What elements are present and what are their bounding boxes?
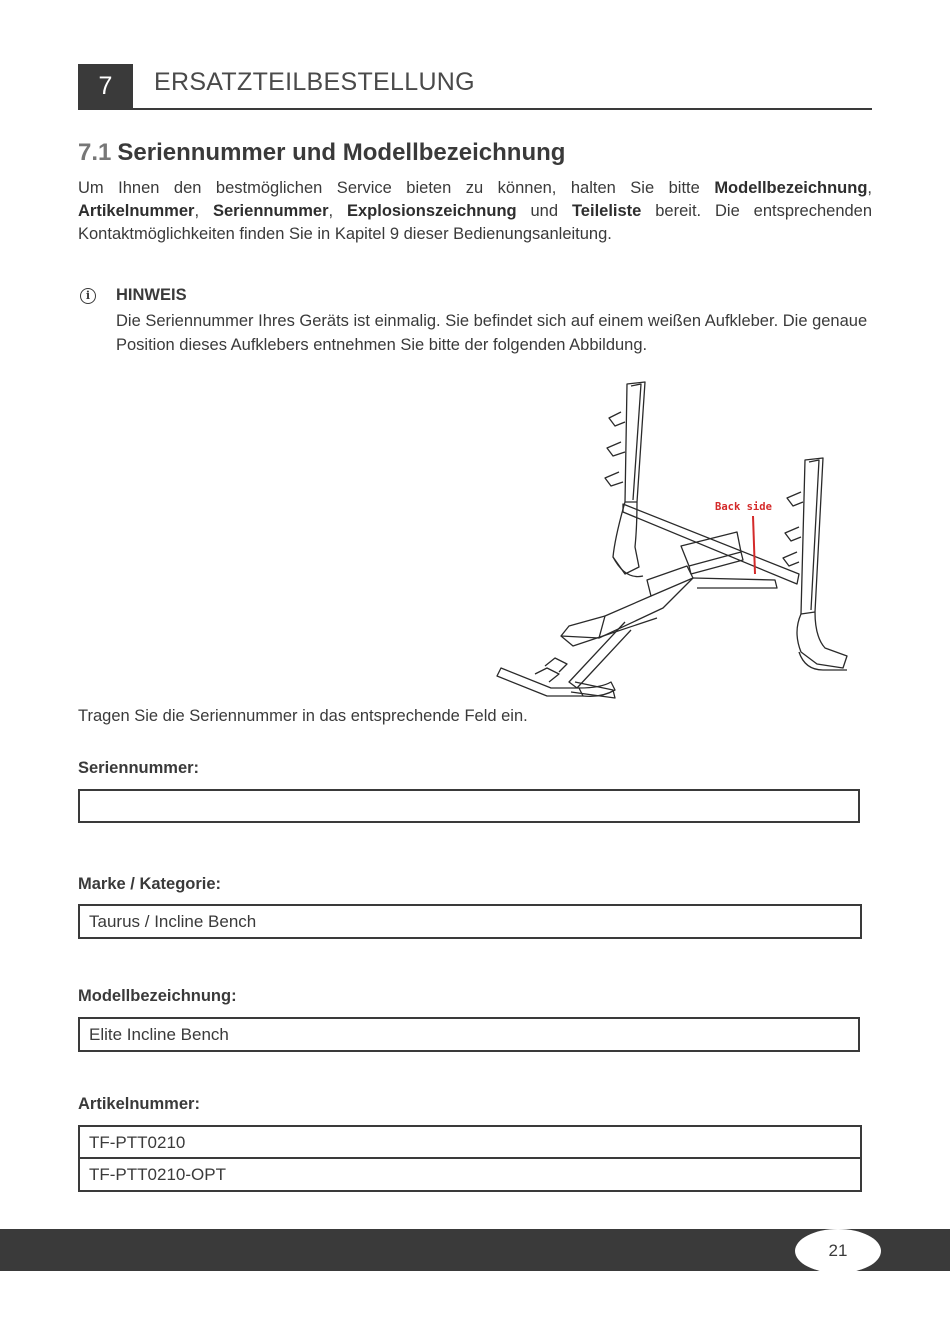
intro-text: , (194, 202, 213, 220)
intro-bold-partslist: Teileliste (571, 202, 642, 220)
section-number: 7.1 (78, 139, 112, 166)
instruction-text: Tragen Sie die Seriennummer in das entsprechende Feld ein. (78, 707, 528, 725)
brand-field: Taurus / Incline Bench (78, 904, 862, 939)
intro-bold-serial: Seriennummer (212, 202, 329, 220)
info-icon: i (80, 288, 96, 304)
serial-label: Seriennummer: (78, 759, 200, 777)
intro-text: Um Ihnen den bestmöglichen Service bieten zu können, halten Sie bitte (78, 179, 715, 197)
article-field-2: TF-PTT0210-OPT (78, 1157, 862, 1192)
section-title: Seriennummer und Modellbezeichnung (117, 139, 566, 166)
hint-title: HINWEIS (116, 286, 187, 304)
intro-text: , (328, 202, 347, 220)
page-number: 21 (795, 1229, 881, 1273)
intro-bold-article: Artikelnummer (78, 202, 195, 220)
intro-bold-explosion: Explosionszeichnung (347, 202, 517, 220)
intro-text: , (867, 179, 872, 197)
article-field-1: TF-PTT0210 (78, 1125, 862, 1159)
model-label: Modellbezeichnung: (78, 987, 237, 1005)
hint-text: Die Seriennummer Ihres Geräts ist einmalig. Sie befindet sich auf einem weißen Aufkleber. Die genaue Position dieses Aufklebers entnehmen Sie bitte der folgenden Abbildung. (116, 312, 868, 354)
chapter-number: 7 (78, 64, 133, 108)
serial-field[interactable] (78, 789, 860, 823)
chapter-header (78, 64, 872, 110)
incline-bench-illustration (475, 352, 895, 717)
article-label: Artikelnummer: (78, 1095, 200, 1113)
intro-text: und (516, 202, 572, 220)
chapter-title: ERSATZTEILBESTELLUNG (154, 68, 475, 96)
brand-label: Marke / Kategorie: (78, 875, 222, 893)
back-side-label: Back side (715, 501, 772, 513)
intro-paragraph (78, 177, 872, 246)
model-field: Elite Incline Bench (78, 1017, 860, 1052)
intro-bold-model: Modellbezeichnung (714, 179, 868, 197)
intro-text: bereit. Die entsprechenden Kontaktmöglichkeiten finden Sie in Kapitel 9 dieser Bedienungsanleitung. (78, 202, 873, 243)
section-heading (78, 139, 565, 167)
